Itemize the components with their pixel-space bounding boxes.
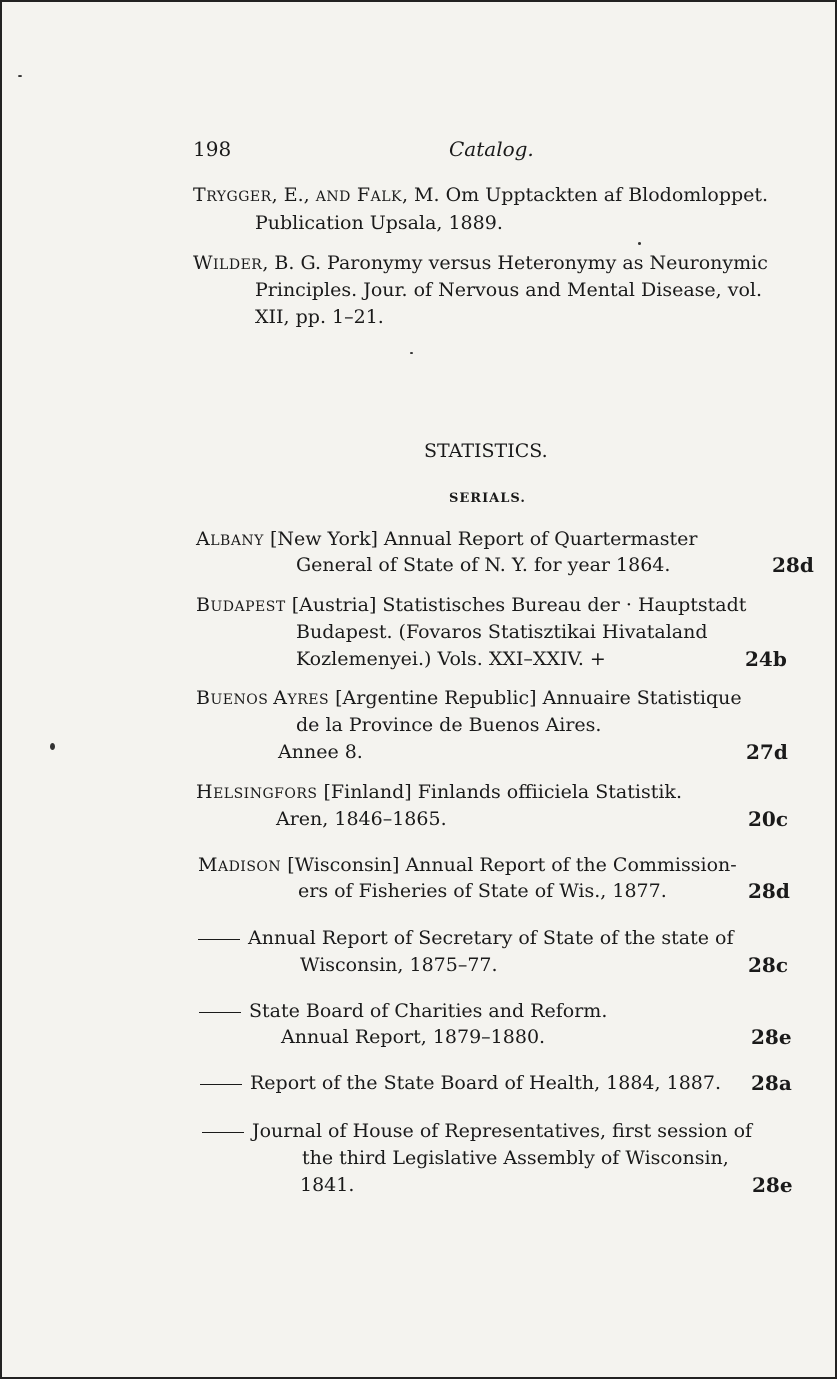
scan-speck [50, 743, 55, 750]
ditto-dash [200, 1084, 242, 1085]
call-number: 28c [748, 953, 789, 977]
serial-budapest-line1: BUDAPEST [Austria] Statistisches Bureau der · Hauptstadt [196, 594, 747, 616]
serial-helsingfors-line1: HELSINGFORS [Finland] Finlands offiiciela Statistik. [196, 781, 682, 803]
serial-madison-charities-line1: State Board of Charities and Reform. [199, 1000, 607, 1022]
call-number: 28d [748, 879, 790, 903]
call-number: 27d [746, 740, 788, 764]
call-number: 28e [751, 1025, 792, 1049]
coauthor-name: FALK [356, 184, 402, 206]
section-title: STATISTICS. [424, 440, 548, 462]
serial-madison-health-line1: Report of the State Board of Health, 1884, 1887. [200, 1072, 721, 1094]
serial-budapest-line3: Kozlemenyei.) Vols. XXI–XXIV. + [296, 648, 606, 670]
serial-madison-secretary-line1: Annual Report of Secretary of State of the state of [198, 927, 734, 949]
serial-madison-journal-line2: the third Legislative Assembly of Wisconsin, [302, 1147, 729, 1169]
entry-trygger-line2: Publication Upsala, 1889. [255, 212, 503, 234]
ditto-dash [198, 939, 240, 940]
entry-wilder-line2: Principles. Jour. of Nervous and Mental Disease, vol. [255, 279, 763, 301]
serial-madison-line2: ers of Fisheries of State of Wis., 1877. [298, 880, 667, 902]
running-title: Catalog. [449, 137, 534, 161]
call-number: 28d [772, 553, 814, 577]
author-name: TRYGGER [193, 184, 272, 206]
serial-madison-journal-line3: 1841. [300, 1174, 355, 1196]
scan-speck [410, 352, 413, 354]
call-number: 28e [752, 1173, 793, 1197]
call-number: 28a [751, 1071, 792, 1095]
serial-madison-line1: MADISON [Wisconsin] Annual Report of the Commission- [198, 854, 737, 876]
author-name: WILDER [193, 252, 263, 274]
serial-madison-charities-line2: Annual Report, 1879–1880. [281, 1026, 546, 1048]
ditto-dash [202, 1132, 244, 1133]
entry-wilder-line3: XII, pp. 1–21. [255, 306, 384, 328]
ditto-dash [199, 1012, 241, 1013]
serial-helsingfors-line2: Aren, 1846–1865. [276, 808, 447, 830]
scan-speck [638, 242, 641, 245]
serial-buenos-ayres-line1: BUENOS AYRES [Argentine Republic] Annuaire Statistique [196, 687, 742, 709]
serial-madison-secretary-line2: Wisconsin, 1875–77. [300, 954, 498, 976]
serial-buenos-ayres-line3: Annee 8. [278, 741, 363, 763]
serial-budapest-line2: Budapest. (Fovaros Statisztikai Hivataland [296, 621, 708, 643]
serial-albany-line1: ALBANY [New York] Annual Report of Quartermaster [196, 528, 698, 550]
call-number: 24b [745, 647, 787, 671]
entry-trygger-line1: TRYGGER, E., AND FALK, M. Om Upptackten af Blodomloppet. [193, 184, 769, 206]
serial-albany-line2: General of State of N. Y. for year 1864. [296, 554, 671, 576]
serial-buenos-ayres-line2: de la Province de Buenos Aires. [296, 714, 602, 736]
page-number: 198 [193, 137, 232, 161]
scan-speck [18, 75, 22, 77]
entry-wilder-line1: WILDER, B. G. Paronymy versus Heteronymy as Neuronymic [193, 252, 768, 274]
subsection-title: SERIALS. [449, 491, 526, 506]
serial-madison-journal-line1: Journal of House of Representatives, first session of [202, 1120, 752, 1142]
call-number: 20c [748, 807, 789, 831]
